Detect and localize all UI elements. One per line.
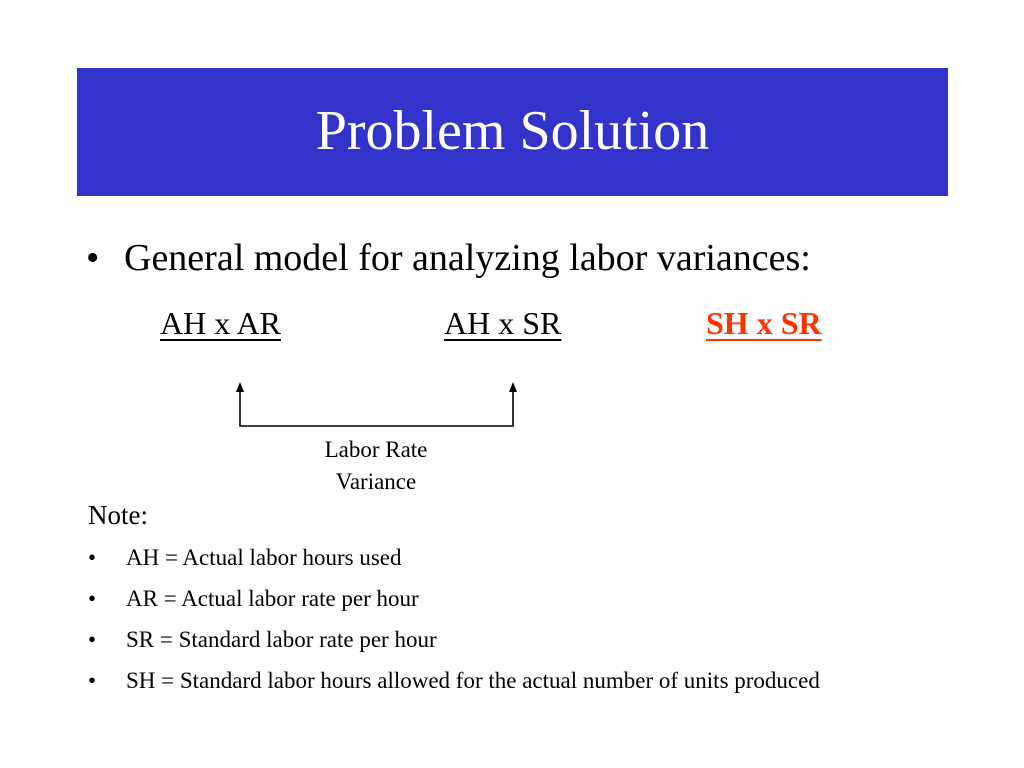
bullet-icon: • xyxy=(88,627,97,652)
formula-actual-hours-actual-rate: AH x AR xyxy=(160,305,281,341)
bracket-line xyxy=(240,386,513,426)
bullet-icon: • xyxy=(88,586,97,611)
formula-standard-hours-standard-rate: SH x SR xyxy=(706,305,822,341)
note-list xyxy=(88,542,948,706)
slide-title: Problem Solution xyxy=(315,100,710,162)
note-item-sr xyxy=(88,624,948,655)
note-text: SR = Standard labor rate per hour xyxy=(126,627,437,652)
variance-label xyxy=(276,434,476,498)
formula-actual-hours-standard-rate: AH x SR xyxy=(444,305,562,341)
note-heading: Note: xyxy=(88,500,148,530)
bullet-icon: • xyxy=(88,545,97,570)
title-bar xyxy=(77,68,948,196)
right-arrow-icon xyxy=(509,382,517,392)
note-item-sh xyxy=(88,665,948,696)
note-item-ar xyxy=(88,583,948,614)
variance-label-line-1: Labor Rate xyxy=(324,437,428,462)
left-arrow-icon xyxy=(236,382,244,392)
main-bullet-text: General model for analyzing labor variances: xyxy=(124,237,811,279)
bullet-icon: • xyxy=(88,668,97,693)
main-bullet xyxy=(86,236,811,280)
note-text: SH = Standard labor hours allowed for the actual number of units produced xyxy=(126,668,820,693)
note-item-ah xyxy=(88,542,948,573)
note-text: AR = Actual labor rate per hour xyxy=(126,586,419,611)
bullet-icon: • xyxy=(86,237,100,279)
variance-label-line-2: Variance xyxy=(335,469,417,494)
note-text: AH = Actual labor hours used xyxy=(126,545,402,570)
